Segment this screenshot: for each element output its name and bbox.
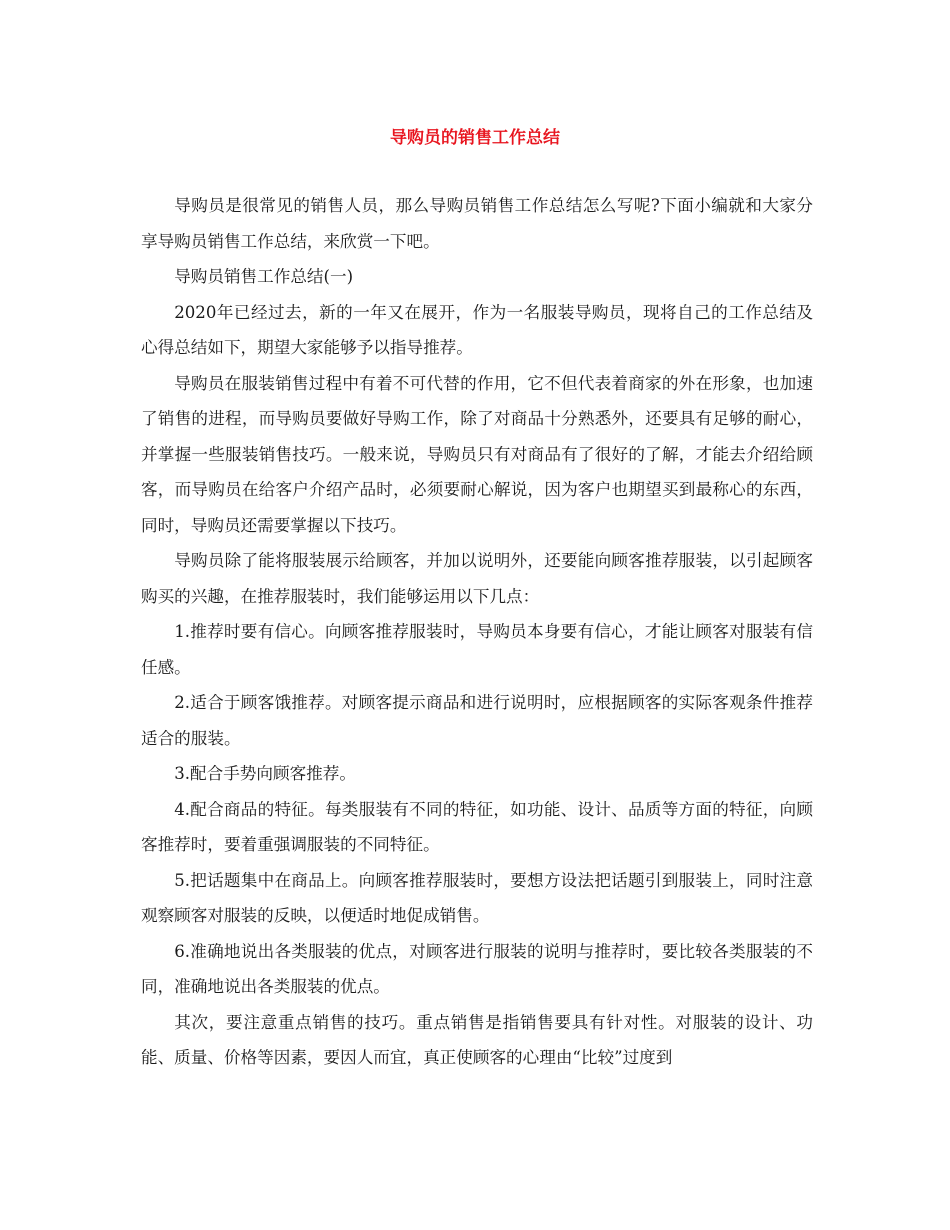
- list-item: 2.适合于顾客饿推荐。对顾客提示商品和进行说明时，应根据顾客的实际客观条件推荐适合的服装。: [141, 693, 813, 748]
- list-item: 1.推荐时要有信心。向顾客推荐服装时，导购员本身要有信心，才能让顾客对服装有信任感。: [141, 622, 813, 677]
- list-item: 3.配合手势向顾客推荐。: [174, 764, 356, 783]
- list-item: 5.把话题集中在商品上。向顾客推荐服装时，要想方设法把话题引到服装上，同时注意观察顾客对服装的反映，以便适时地促成销售。: [141, 870, 813, 925]
- paragraph: 2020年已经过去，新的一年又在展开，作为一名服装导购员，现将自己的工作总结及心得总结如下，期望大家能够予以指导推荐。: [141, 302, 813, 357]
- document-title: 导购员的销售工作总结: [390, 128, 560, 148]
- paragraph: 其次，要注意重点销售的技巧。重点销售是指销售要具有针对性。对服装的设计、功能、质量、价格等因素，要因人而宜，真正使顾客的心理由“比较”过度到: [141, 1012, 813, 1067]
- paragraph: 导购员在服装销售过程中有着不可代替的作用，它不但代表着商家的外在形象，也加速了销售的进程，而导购员要做好导购工作，除了对商品十分熟悉外，还要具有足够的耐心，并掌握一些服装销售技巧。一般来说，导购员只有对商品有了很好的了解，才能去介绍给顾客，而导购员在给客户介绍产品时，必须要耐心解说，因为客户也期望买到最称心的东西，同时，导购员还需要掌握以下技巧。: [141, 373, 813, 535]
- paragraph-intro: 导购员是很常见的销售人员，那么导购员销售工作总结怎么写呢?下面小编就和大家分享导购员销售工作总结，来欣赏一下吧。: [141, 196, 813, 251]
- section-heading: 导购员销售工作总结(一): [174, 267, 354, 286]
- paragraph: 导购员除了能将服装展示给顾客，并加以说明外，还要能向顾客推荐服装，以引起顾客购买的兴趣，在推荐服装时，我们能够运用以下几点：: [141, 551, 813, 606]
- list-item: 6.准确地说出各类服装的优点，对顾客进行服装的说明与推荐时，要比较各类服装的不同，准确地说出各类服装的优点。: [141, 941, 813, 996]
- list-item: 4.配合商品的特征。每类服装有不同的特征，如功能、设计、品质等方面的特征，向顾客推荐时，要着重强调服装的不同特征。: [141, 799, 813, 854]
- document-body: [141, 188, 813, 1076]
